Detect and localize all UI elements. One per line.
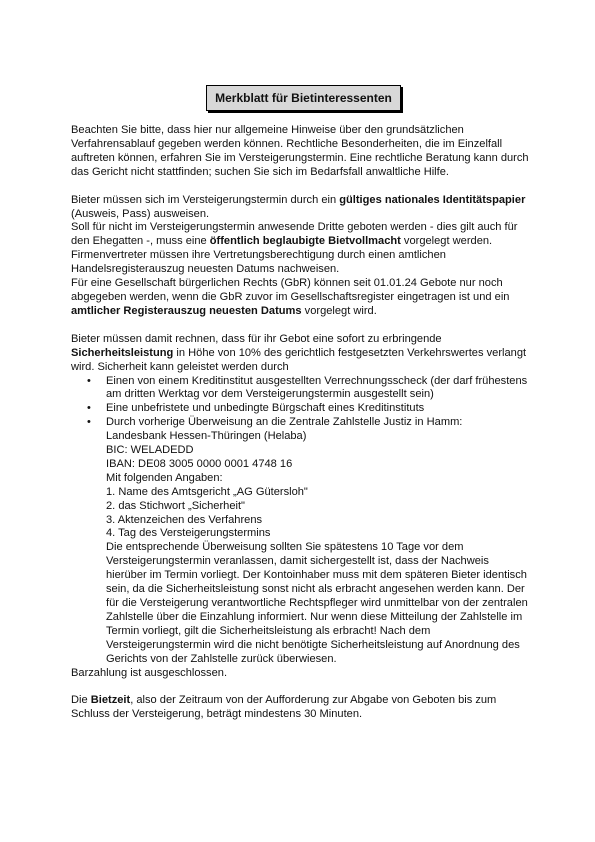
- paragraph-gap: [71, 319, 531, 333]
- bidding-time-paragraph: [71, 694, 531, 722]
- security-intro-text: Bieter müssen damit rechnen, dass für ihr Gebot eine sofort zu erbringende: [71, 332, 442, 345]
- transfer-note: Die entsprechende Überweisung sollten Sie spätestens 10 Tage vor dem Versteigerungstermin veranlassen, damit sichergestellt ist, dass der Nachweis hierüber im Termin vorliegt. Der Kontoinhaber muss mit dem späteren Bieter identisch sein, da die Sicherheitsleistung sonst nicht als erbracht angesehen werden kann. Der für die Versteigerung verantwortliche Rechtspfleger wird unmittelbar von der zentralen Zahlstelle über die Einzahlung informiert. Nur wenn diese Mitteilung der Zahlstelle im Termin vorliegt, gilt die Sicherheitsleistung als erbracht! Nach dem Versteigerungstermin wird die nicht benötigte Sicherheitsleistung auf Anordnung des Gerichts von der Zahlstelle zurück überwiesen.: [106, 541, 528, 665]
- identity-p1-text-end: (Ausweis, Pass) ausweisen.: [71, 207, 210, 220]
- identity-p1-bold: gültiges nationales Identitätspapier: [339, 193, 526, 206]
- intro-paragraph: Beachten Sie bitte, dass hier nur allgemeine Hinweise über den grundsätzlichen Verfahrensablauf gegeben werden können. Rechtliche Besonderheiten, die im Einzelfall auftreten können, erfahren Sie im Versteigerungstermin. Eine rechtliche Beratung kann durch das Gericht nicht stattfinden; suchen Sie sich im Bedarfsfall anwaltliche Hilfe.: [71, 124, 529, 178]
- security-option-transfer: [71, 416, 531, 666]
- security-option-cheque: • Einen von einem Kreditinstitut ausgestellten Verrechnungsscheck (der darf frühestens am dritten Werktag vor dem Versteigerungstermin ausgestellt sein): [71, 375, 531, 403]
- bank-iban: IBAN: DE08 3005 0000 0001 4748 16: [106, 457, 293, 470]
- security-intro-text-end: in Höhe von 10% des gerichtlich festgesetzten Verkehrswertes verlangt wird. Sicherheit kann geleistet werden durch: [71, 346, 527, 373]
- identity-p2-bold: öffentlich beglaubigte Bietvollmacht: [209, 235, 401, 248]
- document-body: [71, 124, 531, 722]
- identity-p2-text-end: vorgelegt werden.: [400, 235, 493, 248]
- transfer-lead: • Durch vorherige Überweisung an die Zentrale Zahlstelle Justiz in Hamm:: [106, 416, 463, 429]
- bidding-time-text: Die: [71, 694, 91, 707]
- security-intro-bold: Sicherheitsleistung: [71, 346, 174, 359]
- identity-p4-text-end: vorgelegt wird.: [301, 304, 377, 317]
- security-options-list: [71, 375, 531, 667]
- security-section: [71, 333, 531, 681]
- identity-p4-bold: amtlicher Registerauszug neuesten Datums: [71, 304, 302, 317]
- identity-paragraph-4: [71, 277, 531, 319]
- security-option-guarantee: • Eine unbefristete und unbedingte Bürgschaft eines Kreditinstituts: [71, 402, 531, 416]
- bank-bic: BIC: WELADEDD: [106, 444, 194, 457]
- transfer-detail-2: 2. das Stichwort „Sicherheit": [106, 499, 245, 512]
- bidding-time-text-end: , also der Zeitraum von der Aufforderung zur Abgabe von Geboten bis zum Schluss der Versteigerung, beträgt mindestens 30 Minuten.: [71, 694, 497, 721]
- transfer-detail-3: 3. Aktenzeichen des Verfahrens: [106, 513, 263, 526]
- identity-paragraph-2: [71, 221, 531, 249]
- identity-paragraph-1: [71, 194, 531, 222]
- transfer-detail-4: 4. Tag des Versteigerungstermins: [106, 527, 271, 540]
- document-title-box: [206, 85, 401, 111]
- security-intro: [71, 333, 531, 375]
- identity-paragraph-3: Firmenvertreter müssen ihre Vertretungsberechtigung durch einen amtlichen Handelsregisterauszug neuesten Datums nachweisen.: [71, 249, 446, 276]
- identity-section: [71, 194, 531, 319]
- transfer-detail-1: 1. Name des Amtsgericht „AG Gütersloh": [106, 485, 308, 498]
- identity-p2-text: Soll für nicht im Versteigerungstermin anwesende Dritte geboten werden - dies gilt auch für den Ehegatten -, muss eine: [71, 221, 518, 248]
- bidding-time-bold: Bietzeit: [90, 694, 131, 707]
- paragraph-gap: [71, 680, 531, 694]
- identity-p1-text: Bieter müssen sich im Versteigerungstermin durch ein: [71, 193, 340, 206]
- transfer-details-heading: Mit folgenden Angaben:: [106, 471, 223, 484]
- identity-p4-text: Für eine Gesellschaft bürgerlichen Rechts (GbR) können seit 01.01.24 Gebote nur noch abgegeben werden, wenn die GbR zuvor im Gesellschaftsregister eingetragen ist und ein: [71, 277, 510, 303]
- document-title: Merkblatt für Bietinteressenten: [215, 91, 392, 105]
- paragraph-gap: [71, 180, 531, 194]
- bank-name: Landesbank Hessen-Thüringen (Helaba): [106, 430, 307, 443]
- cash-payment-note: Barzahlung ist ausgeschlossen.: [71, 666, 228, 679]
